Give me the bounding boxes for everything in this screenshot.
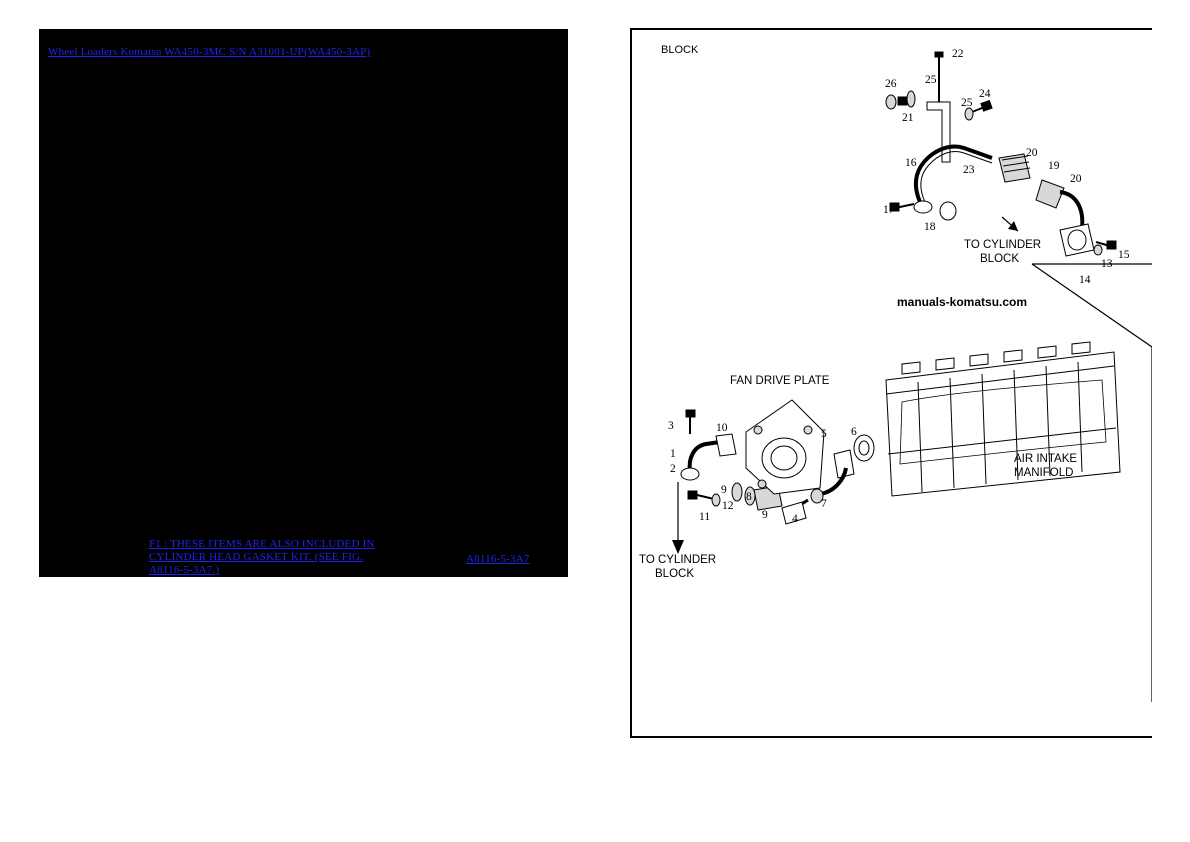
callout-number: 17: [883, 204, 895, 216]
parts-diagram-panel: [630, 28, 1152, 738]
callout-number: 21: [902, 112, 914, 124]
parts-diagram: [632, 30, 1152, 736]
callout-number: 18: [924, 221, 936, 233]
callout-number: 20: [1070, 173, 1082, 185]
label-to-cylinder-block-bottom-line2: BLOCK: [655, 568, 694, 580]
callout-number: 13: [1101, 258, 1113, 270]
callout-number: 25: [961, 97, 973, 109]
callout-number: 19: [1048, 160, 1060, 172]
label-to-cylinder-block-top-line2: BLOCK: [980, 253, 1019, 265]
callout-number: 10: [716, 422, 728, 434]
callout-number: 9: [762, 509, 768, 521]
callout-number: 23: [963, 164, 975, 176]
callout-number: 8: [746, 491, 752, 503]
callout-number: 24: [979, 88, 991, 100]
figure-code-link[interactable]: A8116-5-3A7: [466, 553, 530, 565]
callout-number: 14: [1079, 274, 1091, 286]
callout-number: 12: [722, 500, 734, 512]
document-page-panel: [39, 29, 568, 577]
callout-number: 1: [670, 448, 676, 460]
air-intake-manifold-graphic: [886, 342, 1120, 496]
callout-number: 5: [821, 428, 827, 440]
document-title-link[interactable]: Wheel Loaders Komatsu WA450-3MC S/N A31001-UP(WA450-3AP): [48, 46, 371, 58]
callout-number: 9: [721, 484, 727, 496]
footnote-link[interactable]: F1 : THESE ITEMS ARE ALSO INCLUDED IN CYLINDER HEAD GASKET KIT. (SEE FIG. A8116-5-3A7.): [149, 538, 375, 576]
callout-number: 22: [952, 48, 964, 60]
callout-number: 6: [851, 426, 857, 438]
callout-number: 20: [1026, 147, 1038, 159]
callout-number: 11: [699, 511, 711, 523]
label-block: BLOCK: [661, 44, 699, 56]
callout-number: 15: [1118, 249, 1130, 261]
callout-number: 4: [792, 513, 798, 525]
callout-number: 16: [905, 157, 917, 169]
label-to-cylinder-block-bottom-line1: TO CYLINDER: [639, 554, 717, 566]
callout-number: 26: [885, 78, 897, 90]
label-air-intake-manifold-line2: MANIFOLD: [1014, 467, 1074, 479]
watermark-text: manuals-komatsu.com: [897, 295, 1028, 309]
callout-number: 25: [925, 74, 937, 86]
label-fan-drive-plate: FAN DRIVE PLATE: [730, 375, 830, 387]
label-to-cylinder-block-top-line1: TO CYLINDER: [964, 239, 1042, 251]
label-air-intake-manifold-line1: AIR INTAKE: [1014, 453, 1078, 465]
callout-number: 2: [670, 463, 676, 475]
callout-number: 7: [821, 498, 827, 510]
callout-number: 3: [668, 420, 674, 432]
fan-drive-plate-graphic: [746, 400, 824, 494]
